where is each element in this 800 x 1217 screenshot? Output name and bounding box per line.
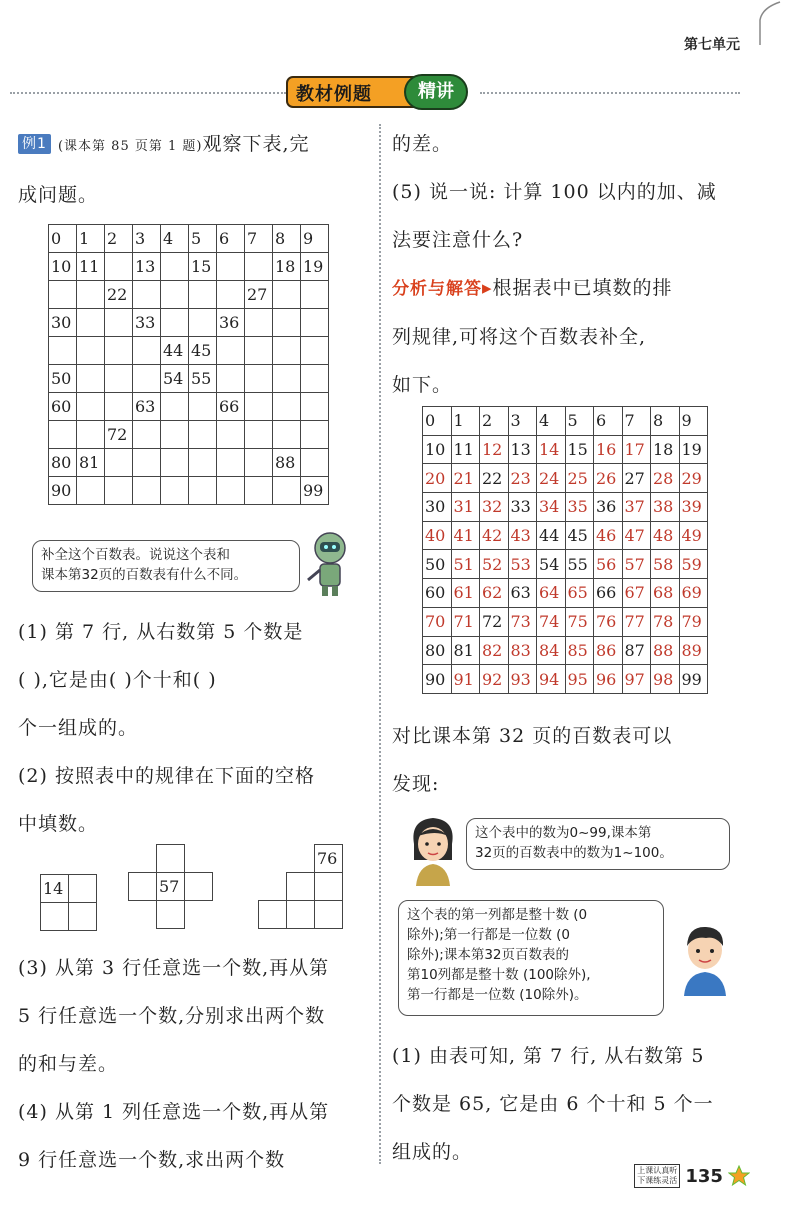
grid-cell: 37 [622, 493, 651, 522]
grid-row [423, 521, 708, 550]
grid-cell: 14 [537, 435, 566, 464]
grid-cell: 32 [480, 493, 509, 522]
grid-cell [245, 365, 273, 393]
question-5-line: 法要注意什么? [392, 229, 524, 251]
grid-cell: 53 [508, 550, 537, 579]
grid-cell: 28 [651, 464, 680, 493]
grid-row [423, 607, 708, 636]
grid-cell: 82 [480, 636, 509, 665]
grid-cell: 30 [423, 493, 452, 522]
grid-cell: 15 [189, 253, 217, 281]
grid-cell [161, 281, 189, 309]
grid-cell: 85 [565, 636, 594, 665]
star-icon [728, 1165, 750, 1187]
grid-cell: 20 [423, 464, 452, 493]
grid-cell: 30 [49, 309, 77, 337]
grid-cell: 54 [537, 550, 566, 579]
grid-cell [77, 337, 105, 365]
tip-line: 补全这个百数表。说说这个表和 [41, 547, 230, 563]
grid-cell [133, 449, 161, 477]
grid-cell: 78 [651, 607, 680, 636]
tip-line: 课本第32页的百数表有什么不同。 [41, 567, 248, 583]
grid-cell [301, 393, 329, 421]
grid-row [49, 337, 329, 365]
grid-row [423, 579, 708, 608]
grid-cell: 9 [679, 407, 708, 436]
grid-cell [49, 281, 77, 309]
grid-row [423, 407, 708, 436]
grid-cell [189, 477, 217, 505]
grid-cell [189, 393, 217, 421]
grid-cell: 10 [423, 435, 452, 464]
grid-cell [245, 393, 273, 421]
grid-cell [245, 253, 273, 281]
grid-cell: 88 [651, 636, 680, 665]
grid-cell: 22 [480, 464, 509, 493]
grid-cell [161, 421, 189, 449]
grid-cell: 18 [651, 435, 680, 464]
grid-cell: 11 [451, 435, 480, 464]
footer-slogan: 上课认真听 [637, 1166, 678, 1175]
grid-cell [105, 449, 133, 477]
grid-cell [217, 449, 245, 477]
grid-cell: 27 [622, 464, 651, 493]
example-intro-line2: 成问题。 [18, 184, 99, 206]
hundred-table-complete [422, 406, 708, 694]
dotted-rule-right [480, 92, 740, 94]
grid-cell [161, 449, 189, 477]
dotted-rule-left [10, 92, 286, 94]
question-2-line: (2) 按照表中的规律在下面的空格 [18, 765, 315, 787]
grid-cell [273, 281, 301, 309]
grid-cell: 63 [133, 393, 161, 421]
grid-cell: 2 [480, 407, 509, 436]
grid-cell [301, 449, 329, 477]
banner-badge: 精讲 [404, 74, 468, 110]
grid-cell: 39 [679, 493, 708, 522]
question-4-line: (4) 从第 1 列任意选一个数,再从第 [18, 1101, 330, 1123]
grid-cell: 3 [508, 407, 537, 436]
boy-bubble [398, 900, 664, 1016]
grid-row [49, 421, 329, 449]
page-number: 135 [685, 1165, 723, 1187]
grid-cell: 44 [537, 521, 566, 550]
grid-cell: 6 [594, 407, 623, 436]
grid-cell: 93 [508, 665, 537, 694]
grid-cell: 4 [537, 407, 566, 436]
grid-cell: 88 [273, 449, 301, 477]
compare-line: 发现: [392, 773, 440, 795]
grid-row [49, 477, 329, 505]
boy-avatar-icon [676, 922, 734, 996]
grid-cell: 99 [301, 477, 329, 505]
hundred-table-partial [48, 224, 329, 505]
grid-cell: 15 [565, 435, 594, 464]
grid-cell: 97 [622, 665, 651, 694]
grid-cell: 47 [622, 521, 651, 550]
answer-line: 个数是 65, 它是由 6 个十和 5 个一 [392, 1093, 714, 1115]
grid-cell: 13 [133, 253, 161, 281]
grid-cell: 18 [273, 253, 301, 281]
grid-cell [105, 477, 133, 505]
grid-row [423, 665, 708, 694]
question-block-4-5: 的差。 (5) 说一说: 计算 100 以内的加、减 法要注意什么? 分析与解答▸根据表中已填数的排 列规律,可将这个百数表补全, 如下。 [392, 120, 752, 409]
grid-cell: 45 [189, 337, 217, 365]
grid-cell: 80 [423, 636, 452, 665]
grid-cell [273, 365, 301, 393]
grid-cell: 43 [508, 521, 537, 550]
grid-cell [189, 421, 217, 449]
grid-cell [273, 337, 301, 365]
grid-cell [245, 449, 273, 477]
grid-cell [217, 365, 245, 393]
grid-cell: 12 [480, 435, 509, 464]
grid-cell [245, 421, 273, 449]
grid-cell: 0 [49, 225, 77, 253]
grid-cell: 68 [651, 579, 680, 608]
example-intro-text: 观察下表,完 [202, 133, 310, 155]
shape-cell: 76 [315, 845, 343, 873]
page-footer [634, 1164, 750, 1188]
grid-cell: 22 [105, 281, 133, 309]
grid-cell: 45 [565, 521, 594, 550]
grid-cell: 4 [161, 225, 189, 253]
grid-cell: 79 [679, 607, 708, 636]
grid-cell [105, 393, 133, 421]
grid-cell: 5 [565, 407, 594, 436]
grid-cell: 25 [565, 464, 594, 493]
grid-cell: 91 [451, 665, 480, 694]
grid-cell: 48 [651, 521, 680, 550]
grid-cell: 66 [594, 579, 623, 608]
grid-cell [105, 253, 133, 281]
shape-cell: 57 [157, 873, 185, 901]
grid-cell: 84 [537, 636, 566, 665]
grid-cell: 36 [217, 309, 245, 337]
grid-cell: 16 [594, 435, 623, 464]
analysis-text: 列规律,可将这个百数表补全, [392, 326, 647, 348]
grid-cell: 8 [651, 407, 680, 436]
grid-cell: 54 [161, 365, 189, 393]
grid-cell: 2 [105, 225, 133, 253]
grid-cell [133, 365, 161, 393]
grid-cell: 8 [273, 225, 301, 253]
grid-cell: 24 [537, 464, 566, 493]
grid-cell: 76 [594, 607, 623, 636]
grid-cell: 94 [537, 665, 566, 694]
grid-cell: 83 [508, 636, 537, 665]
tip-bubble [32, 540, 300, 592]
grid-cell: 71 [451, 607, 480, 636]
grid-cell: 92 [480, 665, 509, 694]
grid-cell: 62 [480, 579, 509, 608]
grid-cell [245, 477, 273, 505]
question-5-line: (5) 说一说: 计算 100 以内的加、减 [392, 181, 717, 203]
grid-cell [273, 309, 301, 337]
grid-cell: 50 [423, 550, 452, 579]
grid-cell: 60 [423, 579, 452, 608]
page-corner-line [0, 0, 800, 60]
grid-cell [77, 281, 105, 309]
analysis-label: 分析与解答 [392, 279, 482, 299]
grid-cell: 5 [189, 225, 217, 253]
grid-cell [189, 449, 217, 477]
grid-cell: 81 [451, 636, 480, 665]
shape-fill-1 [40, 874, 97, 931]
grid-cell: 90 [423, 665, 452, 694]
grid-cell: 7 [622, 407, 651, 436]
grid-cell [105, 337, 133, 365]
grid-cell [273, 421, 301, 449]
grid-cell: 73 [508, 607, 537, 636]
girl-bubble-line: 这个表中的数为0~99,课本第 [475, 825, 652, 841]
grid-row [423, 550, 708, 579]
grid-row [423, 493, 708, 522]
grid-cell [77, 421, 105, 449]
grid-cell [217, 421, 245, 449]
column-divider [379, 124, 381, 1164]
grid-cell: 63 [508, 579, 537, 608]
grid-cell: 38 [651, 493, 680, 522]
grid-cell [77, 365, 105, 393]
grid-cell [133, 421, 161, 449]
grid-cell [161, 309, 189, 337]
grid-row [49, 309, 329, 337]
analysis-text: 根据表中已填数的排 [492, 277, 673, 299]
analysis-text: 如下。 [392, 374, 453, 396]
grid-cell: 74 [537, 607, 566, 636]
grid-cell [217, 337, 245, 365]
grid-row [423, 435, 708, 464]
grid-cell: 50 [49, 365, 77, 393]
grid-cell: 27 [245, 281, 273, 309]
grid-cell: 90 [49, 477, 77, 505]
question-2-line: 中填数。 [18, 813, 99, 835]
boy-bubble-line: 这个表的第一列都是整十数 (0 [407, 907, 588, 923]
grid-cell: 42 [480, 521, 509, 550]
grid-cell [217, 253, 245, 281]
grid-cell [301, 281, 329, 309]
grid-cell: 66 [217, 393, 245, 421]
grid-cell: 99 [679, 665, 708, 694]
grid-row [423, 636, 708, 665]
boy-bubble-line: 除外);第一行都是一位数 (0 [407, 927, 570, 943]
boy-bubble-line: 第10列都是整十数 (100除外), [407, 967, 591, 983]
grid-cell: 65 [565, 579, 594, 608]
grid-cell [161, 253, 189, 281]
grid-cell: 98 [651, 665, 680, 694]
grid-row [423, 464, 708, 493]
grid-cell: 1 [77, 225, 105, 253]
grid-cell [105, 309, 133, 337]
grid-cell: 35 [565, 493, 594, 522]
grid-cell: 44 [161, 337, 189, 365]
question-1-line: (1) 第 7 行, 从右数第 5 个数是 [18, 621, 304, 643]
grid-cell [161, 393, 189, 421]
grid-cell [189, 309, 217, 337]
girl-bubble [466, 818, 730, 870]
grid-cell: 72 [480, 607, 509, 636]
grid-cell [133, 337, 161, 365]
grid-cell [245, 337, 273, 365]
section-banner [286, 74, 474, 110]
banner-title: 教材例题 [296, 84, 372, 105]
example-source: (课本第 85 页第 1 题) [57, 139, 203, 154]
grid-cell: 57 [622, 550, 651, 579]
grid-cell: 70 [423, 607, 452, 636]
question-3-line: 的和与差。 [18, 1053, 119, 1075]
grid-cell: 13 [508, 435, 537, 464]
grid-cell: 96 [594, 665, 623, 694]
grid-cell: 17 [622, 435, 651, 464]
grid-cell: 89 [679, 636, 708, 665]
grid-cell [105, 365, 133, 393]
grid-cell: 9 [301, 225, 329, 253]
question-4-line: 9 行任意选一个数,求出两个数 [18, 1149, 286, 1171]
question-3-line: (3) 从第 3 行任意选一个数,再从第 [18, 957, 330, 979]
shape-fill-3 [258, 844, 343, 929]
grid-cell: 41 [451, 521, 480, 550]
grid-cell [77, 309, 105, 337]
grid-cell [77, 477, 105, 505]
grid-cell: 36 [594, 493, 623, 522]
grid-cell [301, 309, 329, 337]
grid-cell: 46 [594, 521, 623, 550]
question-1-line: 个一组成的。 [18, 717, 139, 739]
answer-line: (1) 由表可知, 第 7 行, 从右数第 5 [392, 1045, 705, 1067]
grid-cell: 59 [679, 550, 708, 579]
grid-row [49, 365, 329, 393]
girl-avatar-icon [406, 814, 460, 886]
grid-cell: 51 [451, 550, 480, 579]
girl-bubble-line: 32页的百数表中的数为1~100。 [475, 845, 673, 861]
question-4-line: 的差。 [392, 133, 453, 155]
grid-cell: 55 [189, 365, 217, 393]
grid-cell: 56 [594, 550, 623, 579]
grid-cell [133, 281, 161, 309]
grid-cell: 19 [301, 253, 329, 281]
grid-cell: 33 [133, 309, 161, 337]
grid-cell [273, 477, 301, 505]
question-1-line: ( ),它是由( )个十和( ) [18, 669, 217, 691]
grid-cell: 86 [594, 636, 623, 665]
grid-cell: 11 [77, 253, 105, 281]
grid-cell [49, 421, 77, 449]
grid-cell: 77 [622, 607, 651, 636]
question-block-1-2 [18, 608, 378, 848]
grid-cell: 52 [480, 550, 509, 579]
grid-cell: 49 [679, 521, 708, 550]
grid-cell: 80 [49, 449, 77, 477]
grid-row [49, 393, 329, 421]
answer-text [392, 1032, 752, 1176]
grid-cell: 21 [451, 464, 480, 493]
grid-cell [189, 281, 217, 309]
grid-cell: 69 [679, 579, 708, 608]
grid-cell [217, 477, 245, 505]
grid-cell: 67 [622, 579, 651, 608]
grid-cell [133, 477, 161, 505]
question-block-3-4 [18, 944, 378, 1184]
grid-cell [161, 477, 189, 505]
grid-cell: 64 [537, 579, 566, 608]
unit-label: 第七单元 [684, 37, 740, 53]
grid-cell [49, 337, 77, 365]
grid-cell [245, 309, 273, 337]
grid-cell: 81 [77, 449, 105, 477]
answer-line: 组成的。 [392, 1141, 473, 1163]
grid-row [49, 281, 329, 309]
grid-cell [301, 337, 329, 365]
grid-row [49, 225, 329, 253]
grid-cell: 23 [508, 464, 537, 493]
compare-line: 对比课本第 32 页的百数表可以 [392, 725, 673, 747]
compare-text [392, 712, 752, 808]
grid-cell: 19 [679, 435, 708, 464]
grid-cell: 10 [49, 253, 77, 281]
grid-cell: 60 [49, 393, 77, 421]
grid-cell [301, 421, 329, 449]
grid-cell [301, 365, 329, 393]
grid-cell: 40 [423, 521, 452, 550]
grid-row [49, 253, 329, 281]
grid-cell: 6 [217, 225, 245, 253]
grid-cell: 87 [622, 636, 651, 665]
example-intro [18, 120, 378, 219]
grid-cell: 33 [508, 493, 537, 522]
grid-cell: 7 [245, 225, 273, 253]
question-3-line: 5 行任意选一个数,分别求出两个数 [18, 1005, 326, 1027]
grid-cell: 55 [565, 550, 594, 579]
grid-cell: 75 [565, 607, 594, 636]
grid-cell: 31 [451, 493, 480, 522]
grid-cell [217, 281, 245, 309]
grid-row [49, 449, 329, 477]
grid-cell [273, 393, 301, 421]
grid-cell: 34 [537, 493, 566, 522]
shape-fill-2 [128, 844, 213, 929]
grid-cell: 72 [105, 421, 133, 449]
grid-cell: 0 [423, 407, 452, 436]
footer-slogan: 下课练灵活 [637, 1176, 678, 1185]
grid-cell: 26 [594, 464, 623, 493]
robot-icon [306, 530, 352, 598]
grid-cell: 3 [133, 225, 161, 253]
grid-cell: 95 [565, 665, 594, 694]
grid-cell [77, 393, 105, 421]
grid-cell: 58 [651, 550, 680, 579]
boy-bubble-line: 除外);课本第32页百数表的 [407, 947, 569, 963]
shape-cell: 14 [41, 875, 69, 903]
example-tag: 例1 [18, 134, 51, 154]
grid-cell: 29 [679, 464, 708, 493]
boy-bubble-line: 第一行都是一位数 (10除外)。 [407, 987, 588, 1003]
grid-cell: 1 [451, 407, 480, 436]
grid-cell: 61 [451, 579, 480, 608]
